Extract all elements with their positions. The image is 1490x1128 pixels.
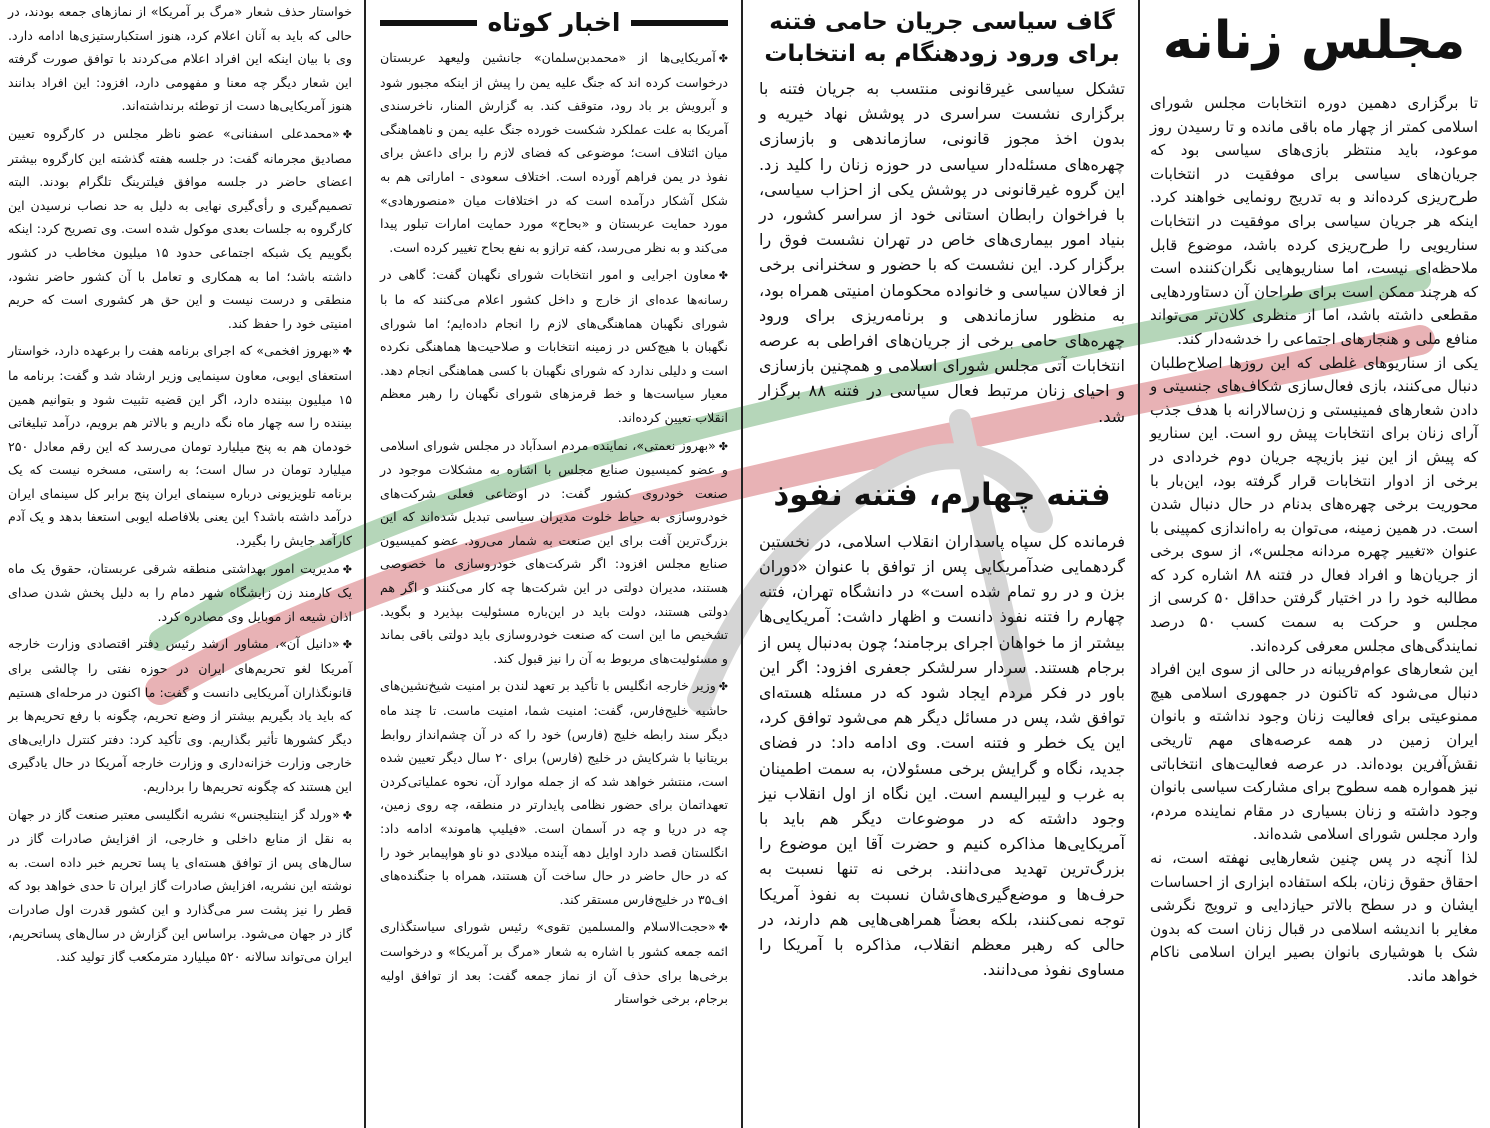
news-item: [380, 915, 728, 1010]
header-bar: [380, 20, 477, 26]
bullet-icon: ✤: [718, 439, 728, 453]
news-item-text: «دانیل آن»، مشاور ارشد رئیس دفتر اقتصادی وزارت خارجه آمریکا لغو تحریم‌های ایران در حوزه نفتی را چالشی برای قانونگذاران آمریکایی دانست و گفت: ما اکنون در مرحله‌ای هستیم که باید یاد بگیریم بیشتر از وضع تحریم، چگونه با رفع تحریم‌ها بر دیگر کشورها تأثیر بگذاریم. وی تأکید کرد: دفتر کنترل دارایی‌های خارجی وزارت خزانه‌داری و وزارت خارجه آمریکا در حال یادگیری این هستند که چگونه تحریم‌ها را برداریم.: [8, 636, 352, 794]
news-item-text: «حجت‌الاسلام والمسلمین تقوی» رئیس شورای سیاستگذاری ائمه جمعه کشور با اشاره به شعار «مرگ بر آمریکا» و درخواست برخی‌ها برای حذف آن از نماز جمعه گفت: بعد از توافق اولیه برجام، برخی خواستار: [380, 919, 728, 1007]
news-item-text: «بهروز افخمی» که اجرای برنامه هفت را برعهده دارد، خواستار استعفای ایوبی، معاون سینمایی وزیر ارشاد شد و گفت: برنامه ما ۱۵ میلیون بیننده دارد، اگر این قضیه تثبیت شود و بتوانیم همین بیننده را سه چهار ماه نگه داریم و بالاتر هم برویم، درآمد تبلیغاتی خودمان هم به پنج میلیارد تومان می‌رسد که این رقم معادل ۲۵۰ میلیارد تومان در سال است؛ به راستی، مسخره نیست که یک برنامه تلویزیونی درباره سینمای ایران پنج برابر کل سینمای ایران درآمد داشته باشد؟ این یعنی بلافاصله ایوبی استعفا بدهد و یک آدم کارآمد جایش را بگیرد.: [8, 343, 352, 549]
column-articles: [745, 0, 1135, 1128]
header-bar: [631, 20, 728, 26]
article-paragraph: یکی از سناریوهای غلطی که این روزها اصلاح‌طلبان دنبال می‌کنند، بازی فعال‌سازی شکاف‌های جنسیتی و دادن شعارهای فمینیستی و زن‌سالارانه با هدف جذب آرای زنان برای انتخابات پیش رو است. این سناریو که پیش از این نیز بازیچه جریان دوم خردادی در برخی از ادوار انتخابات قرار گرفته بود، این‌بار با محوریت برخی چهره‌های بدنام در حال دنبال شدن است. در همین زمینه، می‌توان به راه‌اندازی کمپینی با عنوان «تغییر چهره مردانه مجلس»، از سوی برخی از جریان‌ها و افراد فعال در فتنه ۸۸ اشاره کرد که مطالبه خود را در اختیار گرفتن حداقل ۵۰ کرسی از مجلس و حرکت به سمت کسب ۵۰ درصد نمایندگی‌های مجلس معرفی کرده‌اند.: [1150, 353, 1479, 655]
bullet-icon: ✤: [342, 638, 352, 652]
bullet-icon: ✤: [342, 127, 352, 141]
news-item-text: «بهروز نعمتی»، نماینده مردم اسدآباد در مجلس شورای اسلامی و عضو کمیسیون صنایع مجلس با اشاره به مشکلات موجود در صنعت خودروی کشور گفت: در اوضاعی فعلی شرکت‌های خودروسازی به حیاط خلوت مدیران سیاسی تبدیل شده‌اند که این بزرگ‌ترین آفت برای این صنعت به شمار می‌رود. عضو کمیسیون صنایع مجلس افزود: اگر شرکت‌های خودروسازی ما خصوصی هستند، مدیران دولتی در این شرکت‌ها چه کار می‌کنند و اگر هم دولتی هستند، دولت باید در این‌باره مسئولیت بپذیرد و بگوید. تشخیص ما این است که صنعت خودروسازی باید دولتی باقی بماند و مسئولیت‌های مربوط به آن را نیز قبول کند.: [380, 437, 728, 666]
column-divider: [741, 0, 743, 1128]
news-item-text: معاون اجرایی و امور انتخابات شورای نگهبان گفت: گاهی در رسانه‌ها عده‌ای از خارج و داخل کشور اعلام می‌کنند که ما با شورای نگهبان هماهنگی‌های لازم را انجام داده‌ایم؛ اما شورای نگهبان با هیچ‌کس در زمینه انتخابات و صلاحیت‌ها هماهنگی نکرده است و دلیلی ندارد که شورای نگهبان با کسی هماهنگی انجام دهد. معیار سیاست‌ها و خط قرمزهای شورای نگهبان را رهبر معظم انقلاب تعیین کرده‌اند.: [380, 267, 728, 425]
column-short-news: [370, 0, 738, 1128]
article-paragraph: لذا آنچه در پس چنین شعارهایی نهفته است، نه احقاق حقوق زنان، بلکه استفاده ابزاری از احساسات ایشان و در سطح بالاتر حیازدایی و ترویج نگرشی مغایر با اندیشه اسلامی در قبال زنان است که بدون شک با هوشیاری بانوان بصیر ایران اسلامی ناکام خواهد ماند.: [1150, 849, 1478, 985]
section-title: اخبار کوتاه: [487, 8, 621, 37]
column-main-article: [1142, 0, 1490, 1128]
news-item: [380, 434, 728, 671]
bullet-icon: ✤: [718, 921, 728, 935]
news-item: [380, 263, 728, 429]
news-item: [8, 803, 352, 969]
news-item-text: آمریکایی‌ها از «محمدبن‌سلمان» جانشین ولیعهد عربستان درخواست کرده اند که جنگ علیه یمن را پیش از اینکه مجبور شود و آبرویش بر باد رود، متوقف کند. به گزارش المنار، ناخرسندی آمریکا به علت عملکرد شکست خورده جنگ علیه یمن و ناهماهنگی میان ائتلاف است؛ موضوعی که فضای لازم را برای داعش برای نفوذ در یمن فراهم آورده است. اختلاف سعودی - اماراتی هم به شکل آشکار درآمده است که در اختلافات میان «منصورهادی» مورد حمایت عربستان و «بحاح» مورد حمایت امارات تبلور پیدا می‌کند و به نظر می‌رسد، کفه ترازو به نفع بحاح تغییر کرده است.: [380, 50, 728, 255]
headline-article-1: گاف سیاسی جریان حامی فتنه برای ورود زودهنگام به انتخابات: [764, 9, 1120, 67]
column-divider: [364, 0, 366, 1128]
bullet-icon: ✤: [342, 808, 352, 822]
article-paragraph: تا برگزاری دهمین دوره انتخابات مجلس شورای اسلامی کمتر از چهار ماه باقی مانده و تا رسیدن روز موعود، باید منتظر بازی‌های سیاسی بود که جریان‌های سیاسی برای موفقیت در انتخابات طرح‌ریزی کرده‌اند و به تدریج رونمایی خواهند کرد. اینکه هر جریان سیاسی برای موفقیت در انتخابات سناریویی را طرح‌ریزی کرده باشد، موضوع قابل ملاحظه‌ای نیست، اما سناریوهایی نگران‌کننده است که هرچند ممکن است برای طراحان آن دستاوردهایی مقطعی داشته باشد، اما از منظری کلان‌تر می‌تواند منافع ملی و هنجارهای اجتماعی را خدشه‌دار کند.: [1150, 94, 1478, 348]
bullet-icon: ✤: [718, 52, 728, 65]
article-paragraph: این شعارهای عوام‌فریبانه در حالی از سوی این افراد دنبال می‌شود که تاکنون در جمهوری اسلامی هیچ ممنوعیتی برای فعالیت زنان وجود نداشته و بانوان ایران زمین در همه عرصه‌های مهم تاریخی نقش‌آفرین بوده‌اند. در عرصه فعالیت‌های انتخاباتی نیز همواره همه سطوح برای مشارکت سیاسی بانوان وجود داشته و زنان بسیاری در مقام نماینده مردم، وارد مجلس شورای اسلامی شده‌اند.: [1150, 660, 1478, 844]
news-item-text: «محمدعلی اسفنانی» عضو ناظر مجلس در کارگروه تعیین مصادیق مجرمانه گفت: در جلسه هفته گذشته این کارگروه بیشتر اعضای حاضر در جلسه موافق فیلترینگ تلگرام بودند. البته تصمیم‌گیری و رأی‌گیری نهایی به دلیل به حد نصاب نرسیدن این کارگروه به جلسات بعدی موکول شده است. وی تصریح کرد: اینکه بگوییم یک شبکه اجتماعی حدود ۱۵ میلیون مخاطب در کشور داشته باشد؛ اما به همکاری و تعامل با آن کشور حاضر نشود، منطقی و درست نیست و این حق هر کشوری است که حریم امنیتی خود را حفظ کند.: [8, 125, 352, 331]
news-item: [8, 557, 352, 629]
column-short-news-continued: [0, 0, 362, 1128]
news-item: [380, 46, 728, 259]
news-item: [8, 122, 352, 335]
bullet-icon: ✤: [342, 562, 352, 576]
news-item: [8, 0, 352, 118]
news-item: [8, 632, 352, 798]
news-item: [8, 339, 352, 552]
article-paragraph: فرمانده کل سپاه پاسداران انقلاب اسلامی، در نخستین گردهمایی ضدآمریکایی پس از توافق با عنوان «دوران بزن و در رو تمام شده است» در دانشگاه تهران، فتنه چهارم را فتنه نفوذ دانست و اظهار داشت: آمریکایی‌ها بیشتر از ما خواهان اجرای برجامند؛ چون به‌دنبال پس از برجام هستند. سردار سرلشکر جعفری افزود: اگر این باور در فکر مردم ایجاد شود که در مسئله هسته‌ای توافق شد، پس در مسائل دیگر هم می‌شود توافق کرد، این یک خطر و فتنه است. وی ادامه داد: در فضای جدید، نگاه و گرایش برخی مسئولان، به سمت اطمینان به غرب و لیبرالیسم است. این نگاه از اول انقلاب نیز وجود داشته که در موضوعات دیگر هم باید با آمریکایی‌ها مذاکره کنیم و حضرت آقا این موضوع را بزرگ‌ترین تهدید می‌دانند. برخی نه تنها نسبت به حرف‌ها و موضع‌گیری‌های‌شان نسبت به نفوذ آمریکا توجه نمی‌کنند، بلکه بعضاً همراهی‌هایی هم دارند، در حالی که رهبر معظم انقلاب، مذاکره با آمریکا را مساوی نفوذ می‌دانند.: [759, 531, 1125, 980]
bullet-icon: ✤: [718, 680, 728, 694]
news-item: [380, 674, 728, 911]
news-item-text: وزیر خارجه انگلیس با تأکید بر تعهد لندن بر امنیت شیخ‌نشین‌های حاشیه خلیج‌فارس، گفت: امنیت شما، امنیت ماست. تا چند ماه دیگر سند رابطه خلیج (فارس) خود را که در آن چشم‌انداز روابط بریتانیا با شرکایش در خلیج (فارس) برای ۲۰ سال دیگر تعیین شده است، منتشر خواهد شد که از جمله موارد آن، نحوه عملیاتی‌کردن تعهداتمان برای حضور نظامی پایدارتر در منطقه، چه روی زمین، چه در دریا و چه در آسمان است. «فیلیپ هاموند» ادامه داد: انگلستان قصد دارد اوایل دهه آینده میلادی دو ناو هواپیمابر خود را که در حال حاضر در حال ساخت آن هستند، همراه با جنگنده‌های اف‌۳۵ در خلیج‌فارس مستقر کند.: [380, 678, 728, 907]
headline-article-2: فتنه چهارم، فتنه نفوذ: [773, 476, 1111, 513]
bullet-icon: ✤: [342, 345, 352, 359]
section-header: [380, 8, 728, 38]
headline-main: مجلس زنانه: [1162, 11, 1466, 71]
news-item-text: مدیریت امور بهداشتی منطقه شرقی عربستان، حقوق یک ماه یک کارمند زن زایشگاه شهر دمام را به دلیل پخش شدن صدای اذان شیعه از موبایل وی مصادره کرد.: [8, 560, 352, 624]
article-paragraph: تشکل سیاسی غیرقانونی منتسب به جریان فتنه با برگزاری نشست سراسری در پوشش نهاد خیریه و بدون اخذ مجوز قانونی، سازماندهی و بازسازی چهره‌های مسئله‌دار سیاسی در حوزه زنان را کلید زد. این گروه غیرقانونی در پوشش یکی از احزاب سیاسی، با فراخوان رابطان استانی خود از سراسر کشور، در بنیاد امور بیماری‌های خاص در تهران نشست فوق را برگزار کرد. این نشست که با حضور و سخنرانی برخی از فعالان سیاسی و خانواده محکومان امنیتی همراه بود، به منظور سازماندهی و برنامه‌ریزی برای ورود چهره‌های حامی برخی از جریان‌های افراطی به عرصه انتخابات آتی مجلس شورای اسلامی و همچنین بازسازی و احیای زنان مرتبط فعال سیاسی در فتنه ۸۸ برگزار شد.: [759, 79, 1125, 426]
column-divider: [1138, 0, 1140, 1128]
bullet-icon: ✤: [718, 269, 728, 283]
news-item-text: «ورلد گز اینتلیجنس» نشریه انگلیسی معتبر صنعت گاز در جهان به نقل از منابع داخلی و خارجی، از افزایش صادرات گاز در سال‌های پس از توافق هسته‌ای یا پسا تحریم خبر داده است. به نوشته این نشریه، افزایش صادرات گاز ایران تا حدی خواهد بود که قطر را نیز پشت سر می‌گذارد و این کشور قدرت اول صادرات گاز در جهان می‌شود. براساس این گزارش در سال‌های پساتحریم، ایران می‌تواند سالانه ۵۲۰ میلیارد مترمکعب گاز تولید کند.: [8, 806, 352, 965]
news-item-text: خواستار حذف شعار «مرگ بر آمریکا» از نمازهای جمعه بودند، در حالی که باید به آنان اعلام کرد، هنوز استکبارستیزی‌ها ادامه دارد. وی با بیان اینکه این افراد اعلام می‌کردند با توافق صورت گرفته این شعار دیگر چه معنا و مفهومی دارد، افزود: این افراد بدانند هنوز آمریکایی‌ها دست از توطئه برنداشته‌اند.: [8, 4, 352, 114]
